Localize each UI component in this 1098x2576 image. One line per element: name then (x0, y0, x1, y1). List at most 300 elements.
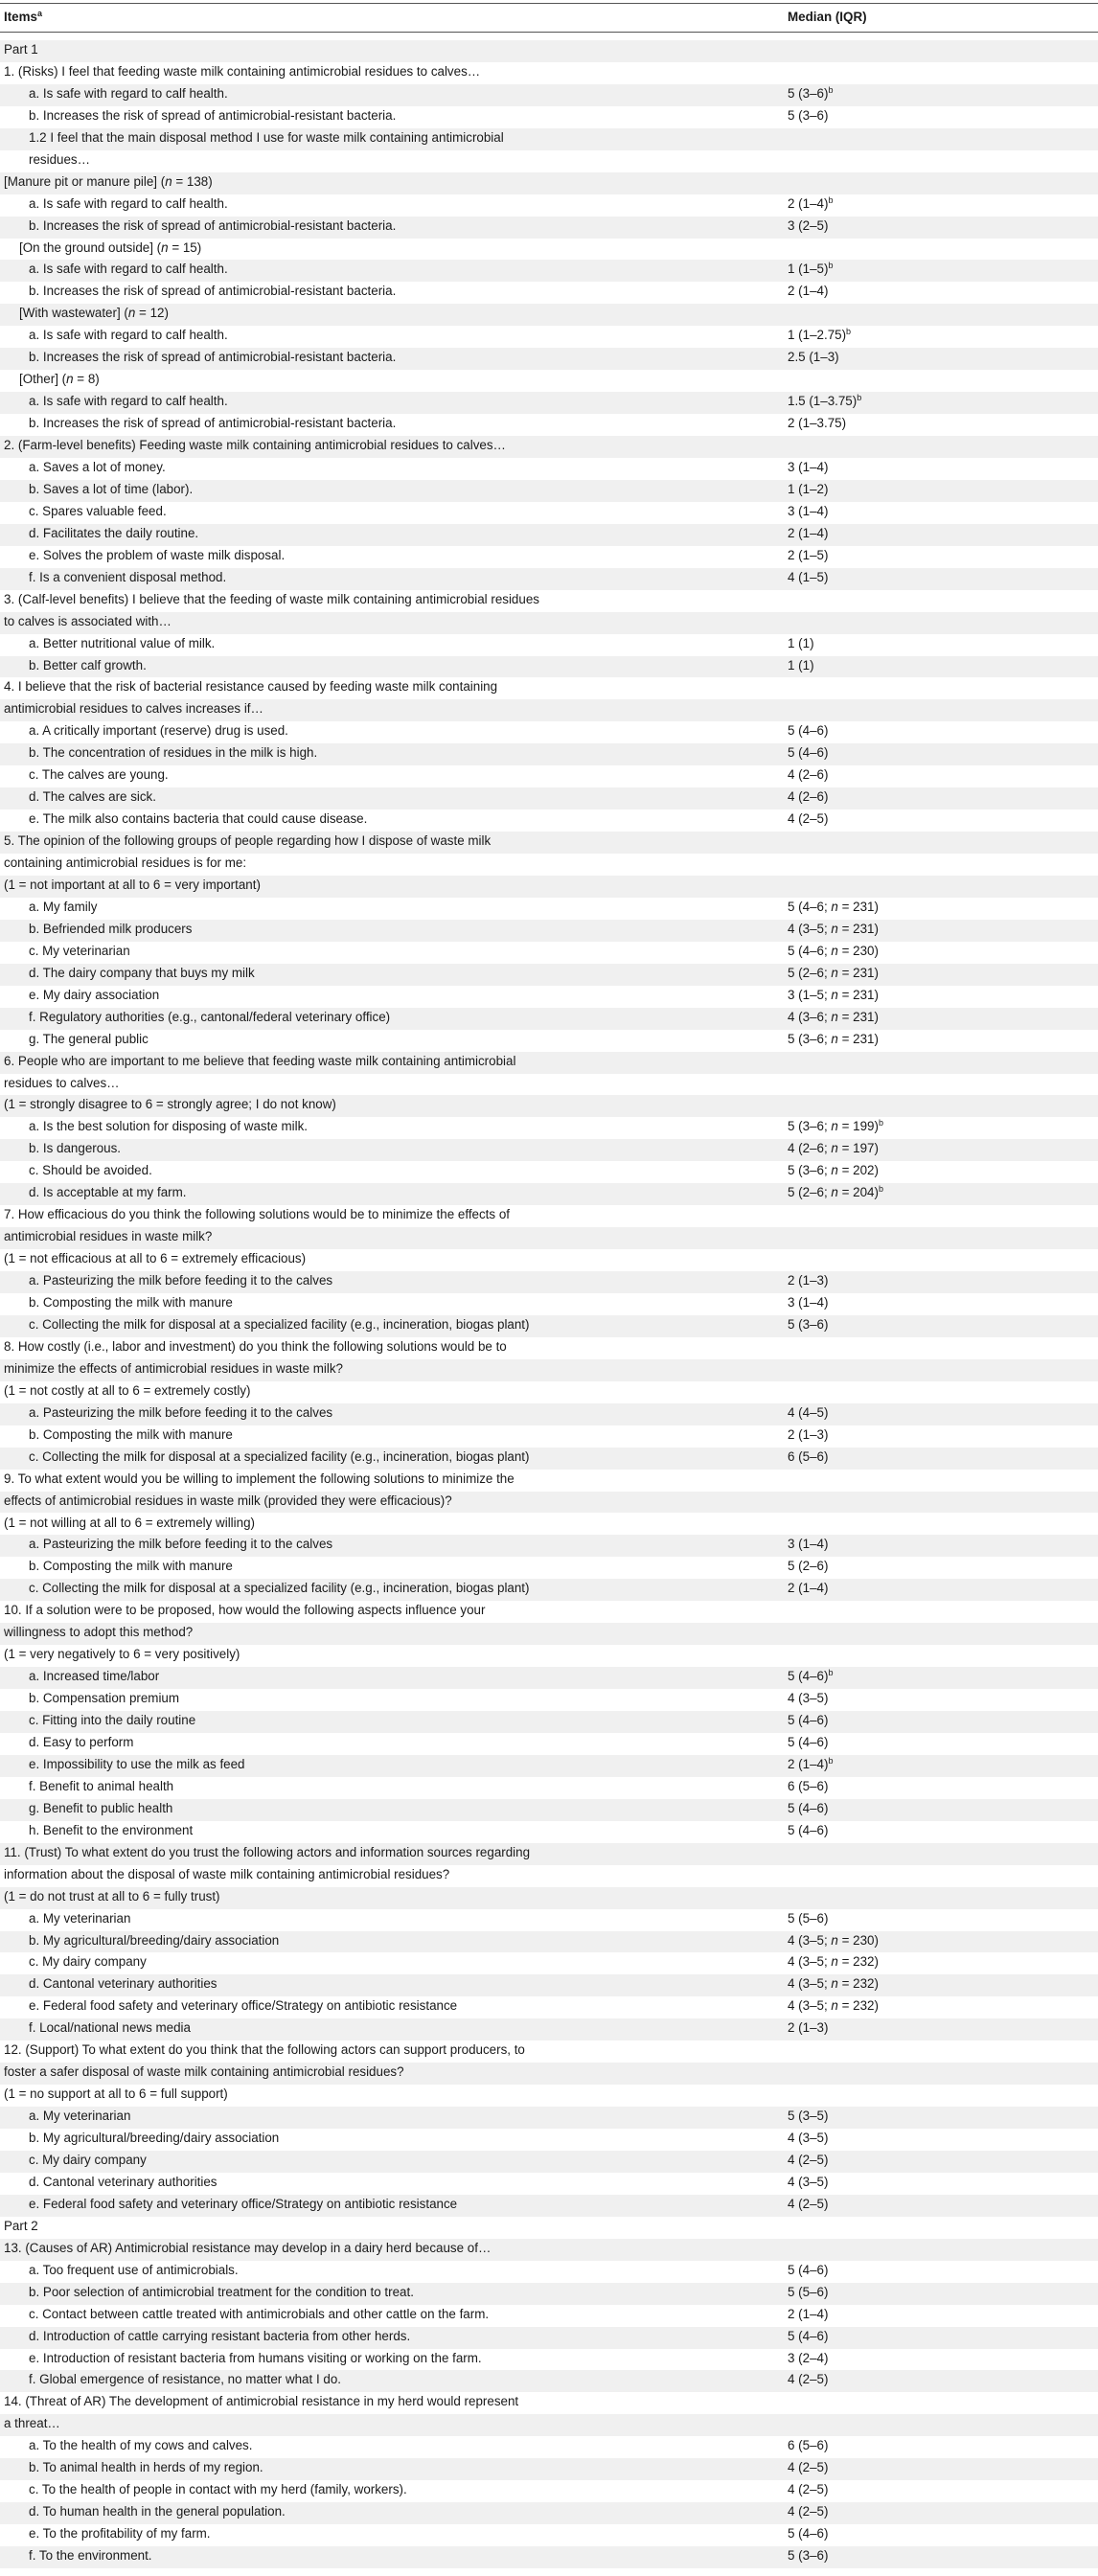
item-text-main: a. My family (29, 899, 98, 914)
table-row (0, 2458, 1098, 2480)
item-text-main: b. Composting the milk with manure (29, 1426, 233, 1442)
item-text (29, 1315, 530, 1334)
median-iqr-main: 2 (1–3) (788, 1273, 829, 1288)
item-text (29, 920, 192, 939)
table-row (0, 2173, 1098, 2195)
item-text (29, 1711, 195, 1730)
table-row (0, 1821, 1098, 1843)
item-text-main: (1 = no support at all to 6 = full support) (4, 2086, 228, 2102)
median-iqr-value (788, 348, 839, 367)
footnote-marker: b (878, 1118, 883, 1128)
median-iqr-main: 5 (4–6) (788, 2328, 829, 2343)
item-text-main: b. The concentration of residues in the milk is high. (29, 745, 318, 761)
median-iqr-value (788, 260, 833, 279)
table-row (0, 1777, 1098, 1799)
item-text-main: b. Composting the milk with manure (29, 1559, 233, 1574)
table-row (0, 62, 1098, 84)
median-iqr-value (788, 1755, 833, 1774)
value-sample-size: = 230) (837, 1932, 879, 1948)
table-row (0, 1755, 1098, 1777)
item-text-main: a. My veterinarian (29, 1910, 131, 1926)
median-iqr-main: 5 (3–6) (788, 85, 829, 101)
value-sample-size-variable: n (831, 1932, 838, 1948)
value-sample-size-variable: n (831, 1185, 838, 1200)
item-text-main: foster a safer disposal of waste milk containing antimicrobial residues? (4, 2064, 404, 2080)
item-text-main: b. Compensation premium (29, 1691, 180, 1706)
item-text (29, 2327, 410, 2346)
median-iqr-main: 3 (2–5) (788, 217, 829, 233)
median-iqr-value (788, 2480, 828, 2499)
item-text (29, 1755, 245, 1774)
median-iqr-value (788, 1777, 828, 1796)
table-row (0, 106, 1098, 128)
item-text (29, 414, 396, 433)
median-iqr-value (788, 2018, 828, 2038)
question-text (4, 1601, 485, 1620)
table-row (0, 84, 1098, 106)
header-items: Items$^a$ (4, 9, 42, 24)
median-iqr-main: 3 (1–4) (788, 1295, 829, 1311)
table-row (0, 2085, 1098, 2107)
item-text-main: d. To human health in the general population. (29, 2504, 286, 2519)
median-iqr-value (788, 2305, 828, 2324)
item-text (29, 282, 396, 301)
item-text (29, 634, 215, 653)
median-iqr-main: 5 (4–6) (788, 1713, 829, 1728)
item-text-main: d. Easy to perform (29, 1734, 134, 1749)
footnote-marker: b (846, 327, 852, 337)
item-text-main: b. Increases the risk of spread of antimicrobial-resistant bacteria. (29, 416, 397, 431)
table-row (0, 1535, 1098, 1557)
table-row (0, 1733, 1098, 1755)
median-iqr-value (788, 1733, 828, 1752)
item-text-main: c. Collecting the milk for disposal at a specialized facility (e.g., incineration, biogas plant) (29, 1316, 530, 1332)
table-row (0, 40, 1098, 62)
table-row (0, 2392, 1098, 2414)
item-text (29, 1008, 390, 1027)
median-iqr-value (788, 1448, 828, 1467)
question-text (4, 1359, 343, 1379)
footnote-marker: b (828, 194, 834, 205)
table-row (0, 480, 1098, 502)
table-row (0, 502, 1098, 524)
median-iqr-main: 4 (3–5) (788, 1691, 829, 1706)
question-text (4, 1645, 240, 1664)
item-text (29, 1974, 217, 1994)
table-row (0, 1492, 1098, 1514)
question-text (4, 612, 172, 631)
table-row (0, 2129, 1098, 2151)
item-text-main: 5. The opinion of the following groups of people regarding how I dispose of waste milk (4, 833, 492, 849)
median-iqr-main: 1 (1) (788, 635, 814, 650)
median-iqr-main: 4 (2–5) (788, 2196, 829, 2211)
median-iqr-value (788, 1952, 879, 1972)
table-row (0, 656, 1098, 678)
table-row (0, 765, 1098, 787)
item-text-main: a. Pasteurizing the milk before feeding it to the calves (29, 1404, 333, 1420)
median-iqr-value (788, 282, 828, 301)
item-text-main: c. Should be avoided. (29, 1163, 152, 1178)
table-row (0, 150, 1098, 172)
median-iqr-value (788, 2502, 828, 2521)
section-label (4, 40, 38, 59)
item-text-main: a threat… (4, 2416, 60, 2431)
median-iqr-value (788, 1711, 828, 1730)
item-text-main: b. Increases the risk of spread of antimicrobial-resistant bacteria. (29, 217, 397, 233)
median-iqr-main: 6 (5–6) (788, 2438, 829, 2453)
median-iqr-main: 2 (1–4) (788, 1581, 829, 1596)
question-text (4, 1514, 255, 1533)
value-sample-size: = 232) (837, 1954, 879, 1970)
item-text (29, 2480, 407, 2499)
item-text-main: c. My veterinarian (29, 943, 130, 958)
question-text (4, 1623, 193, 1642)
median-iqr-main: 5 (4–6) (788, 2262, 829, 2277)
median-iqr-main: 1.5 (1–3.75) (788, 394, 858, 409)
table-row (0, 1865, 1098, 1887)
table-row (0, 326, 1098, 348)
question-text (4, 832, 491, 851)
table-row (0, 1952, 1098, 1974)
table-row (0, 436, 1098, 458)
table-row (0, 2546, 1098, 2568)
table-row (0, 1337, 1098, 1359)
item-text-main: Part 2 (4, 2218, 38, 2233)
median-iqr-main: 5 (4–6; (788, 943, 832, 958)
table-row (0, 2217, 1098, 2239)
item-text-main: b. Poor selection of antimicrobial treatment for the condition to treat. (29, 2284, 414, 2299)
median-iqr-value (788, 2129, 828, 2148)
item-text-main: a. Better nutritional value of milk. (29, 635, 216, 650)
item-text (29, 1733, 133, 1752)
median-iqr-main: 2.5 (1–3) (788, 350, 839, 365)
item-text-main: minimize the effects of antimicrobial residues in waste milk? (4, 1360, 344, 1376)
item-text-main: a. Is safe with regard to calf health. (29, 394, 228, 409)
question-text (4, 1337, 507, 1356)
table-row (0, 1711, 1098, 1733)
item-text-main: f. Local/national news media (29, 2020, 191, 2036)
median-iqr-main: 3 (1–4) (788, 503, 829, 518)
table-row (0, 1117, 1098, 1139)
value-sample-size-variable: n (831, 899, 838, 914)
item-text-main: (1 = do not trust at all to 6 = fully trust) (4, 1888, 220, 1904)
item-text-main: a. Saves a lot of money. (29, 460, 166, 474)
item-text-main: (1 = not important at all to 6 = very important) (4, 878, 261, 893)
item-text (29, 1183, 186, 1202)
table-row (0, 2018, 1098, 2040)
median-iqr-value (788, 84, 833, 103)
median-iqr-value (788, 1821, 828, 1840)
table-row (0, 854, 1098, 876)
median-iqr-main: 4 (2–6) (788, 767, 829, 783)
item-text-main: f. Benefit to animal health (29, 1778, 174, 1793)
table-row (0, 239, 1098, 261)
table-row (0, 2151, 1098, 2173)
median-iqr-main: 5 (3–6; (788, 1031, 832, 1046)
item-text (29, 1996, 457, 2016)
question-text (4, 1381, 251, 1401)
table-row (0, 1161, 1098, 1183)
value-sample-size-variable: n (831, 1031, 838, 1046)
item-text (29, 898, 97, 917)
value-sample-size: = 231) (837, 921, 879, 936)
table-row (0, 128, 1098, 150)
value-sample-size: = 231) (837, 899, 879, 914)
question-text (4, 677, 497, 696)
median-iqr-value (788, 2195, 828, 2214)
item-text (29, 260, 228, 279)
table-row (0, 1315, 1098, 1337)
item-text-main: c. Collecting the milk for disposal at a specialized facility (e.g., incineration, biogas plant) (29, 1448, 530, 1464)
table-row (0, 524, 1098, 546)
median-iqr-main: 1 (1–2.75) (788, 328, 847, 343)
median-iqr-main: 4 (2–5) (788, 811, 829, 827)
item-text-main: a. Is safe with regard to calf health. (29, 262, 228, 277)
table-row (0, 172, 1098, 194)
table-row (0, 370, 1098, 392)
table-row (0, 217, 1098, 239)
table-row (0, 1909, 1098, 1931)
median-iqr-value (788, 546, 828, 565)
item-text-main: f. Global emergence of resistance, no matter what I do. (29, 2372, 342, 2387)
item-text (29, 1952, 147, 1972)
item-text-main: d. Introduction of cattle carrying resistant bacteria from other herds. (29, 2328, 411, 2343)
table-row (0, 1557, 1098, 1579)
value-sample-size-variable: n (831, 921, 838, 936)
item-text-main: c. Collecting the milk for disposal at a specialized facility (e.g., incineration, biogas plant) (29, 1581, 530, 1596)
item-text-main: c. My dairy company (29, 1954, 147, 1970)
median-iqr-main: 1 (1) (788, 657, 814, 672)
table-row (0, 1996, 1098, 2018)
item-text-main: c. Contact between cattle treated with antimicrobials and other cattle on the farm. (29, 2306, 490, 2321)
table-row (0, 920, 1098, 942)
item-text (29, 194, 228, 214)
item-text (29, 128, 504, 148)
item-text (29, 1403, 332, 1423)
item-text (29, 1909, 130, 1928)
item-text-main: 2. (Farm-level benefits) Feeding waste milk containing antimicrobial residues to calves… (4, 438, 506, 453)
median-iqr-main: 5 (2–6) (788, 1559, 829, 1574)
table-row (0, 942, 1098, 964)
median-iqr-main: 5 (4–6) (788, 1734, 829, 1749)
value-sample-size: = 232) (837, 1976, 879, 1992)
item-text-main: d. Is acceptable at my farm. (29, 1185, 187, 1200)
value-sample-size-variable: n (831, 1163, 838, 1178)
median-iqr-value (788, 809, 828, 829)
value-sample-size: = 231) (837, 1031, 879, 1046)
median-iqr-main: 2 (1–3) (788, 2020, 829, 2036)
median-iqr-value (788, 1293, 828, 1312)
median-iqr-main: 5 (3–6; (788, 1119, 832, 1134)
question-text (4, 1095, 336, 1114)
value-sample-size: = 231) (837, 1009, 879, 1024)
item-text-main: b. Increases the risk of spread of antimicrobial-resistant bacteria. (29, 350, 397, 365)
item-text (29, 502, 167, 521)
table-row (0, 1008, 1098, 1030)
median-iqr-value (788, 656, 814, 675)
median-iqr-main: 2 (1–4) (788, 284, 829, 299)
item-text-main: d. Cantonal veterinary authorities (29, 1976, 217, 1992)
item-text-main: to calves is associated with… (4, 613, 172, 628)
sample-size-variable: n (161, 239, 169, 255)
item-text-main: antimicrobial residues in waste milk? (4, 1229, 213, 1244)
median-iqr-main: 3 (1–4) (788, 460, 829, 474)
table-row (0, 1579, 1098, 1601)
median-iqr-value (788, 1271, 828, 1290)
item-text-main: b. My agricultural/breeding/dairy association (29, 2131, 280, 2146)
item-text-main: d. The calves are sick. (29, 789, 156, 805)
item-text-main: willingness to adopt this method? (4, 1625, 194, 1640)
question-text (4, 1205, 510, 1224)
table-row (0, 414, 1098, 436)
table-row (0, 2480, 1098, 2502)
item-text-main: d. Cantonal veterinary authorities (29, 2174, 217, 2189)
median-iqr-value (788, 721, 828, 741)
item-text (29, 546, 285, 565)
item-text (29, 2502, 286, 2521)
table-row (0, 2305, 1098, 2327)
median-iqr-main: 2 (1–4) (788, 1756, 829, 1771)
value-sample-size-variable: n (831, 1998, 838, 2014)
header-items-footnote: a (36, 9, 42, 18)
table-row (0, 898, 1098, 920)
median-iqr-value (788, 1579, 828, 1598)
item-text (29, 721, 288, 741)
median-iqr-main: 5 (4–6) (788, 2526, 829, 2542)
median-iqr-main: 5 (3–6) (788, 107, 829, 123)
item-text-main: [Other] ( (19, 372, 67, 387)
median-iqr-value (788, 634, 814, 653)
item-text-main: e. My dairy association (29, 987, 160, 1002)
question-text (4, 1492, 452, 1511)
item-text (29, 106, 396, 125)
footnote-marker: b (828, 1668, 834, 1678)
item-text (29, 1821, 193, 1840)
item-text (29, 743, 317, 763)
item-text-main: 12. (Support) To what extent do you think that the following actors can support producers, to (4, 2042, 525, 2058)
item-text (29, 2261, 239, 2280)
footnote-marker: b (857, 393, 862, 403)
item-text-main: residues to calves… (4, 1075, 120, 1090)
item-text-main: 11. (Trust) To what extent do you trust the following actors and information sources regarding (4, 1844, 531, 1859)
table-row (0, 194, 1098, 217)
median-iqr-main: 6 (5–6) (788, 1448, 829, 1464)
item-text-main: b. Better calf growth. (29, 657, 147, 672)
table-row (0, 986, 1098, 1008)
value-sample-size-variable: n (831, 965, 838, 980)
item-text (29, 217, 396, 236)
item-text (29, 326, 228, 345)
item-text-main: c. Spares valuable feed. (29, 503, 167, 518)
table-row (0, 590, 1098, 612)
median-iqr-value (788, 1799, 828, 1818)
item-text (19, 304, 169, 323)
item-text-main: containing antimicrobial residues is for me: (4, 855, 247, 871)
item-text (29, 2349, 482, 2368)
table-row (0, 1074, 1098, 1096)
item-text (29, 2018, 191, 2038)
table-row (0, 2502, 1098, 2524)
median-iqr-value (788, 1117, 883, 1136)
question-text (4, 854, 246, 873)
table-row (0, 1601, 1098, 1623)
median-iqr-main: 4 (3–5; (788, 921, 832, 936)
question-text (4, 1843, 530, 1862)
table-row (0, 1249, 1098, 1271)
median-iqr-main: 2 (1–5) (788, 547, 829, 562)
item-text (29, 1931, 279, 1950)
table-row (0, 1623, 1098, 1645)
median-iqr-main: 5 (3–5) (788, 2109, 829, 2124)
question-text (4, 436, 506, 455)
table-row (0, 2283, 1098, 2305)
value-sample-size: = 231) (837, 987, 879, 1002)
table-row (0, 1052, 1098, 1074)
median-iqr-value (788, 1667, 833, 1686)
table-row (0, 1381, 1098, 1403)
table-row (0, 1514, 1098, 1536)
item-text-main: e. Introduction of resistant bacteria from humans visiting or working on the farm. (29, 2350, 482, 2365)
median-iqr-value (788, 743, 828, 763)
item-text (29, 2370, 341, 2389)
sample-size-value: = 8) (73, 372, 100, 387)
item-text-main: (1 = not willing at all to 6 = extremely willing) (4, 1515, 255, 1530)
item-text-main: f. To the environment. (29, 2548, 152, 2564)
median-iqr-main: 5 (3–6; (788, 1163, 832, 1178)
question-text (4, 590, 539, 609)
item-text (29, 809, 367, 829)
median-iqr-main: 2 (1–4) (788, 195, 829, 211)
table-row (0, 348, 1098, 370)
item-text (29, 2129, 279, 2148)
median-iqr-main: 3 (1–4) (788, 1537, 829, 1552)
table-row (0, 832, 1098, 854)
item-text-main: a. Too frequent use of antimicrobials. (29, 2262, 239, 2277)
table-row (0, 1667, 1098, 1689)
table-row (0, 1843, 1098, 1865)
median-iqr-value (788, 1161, 879, 1180)
median-iqr-main: 4 (3–5; (788, 1976, 832, 1992)
item-text-main: b. Increases the risk of spread of antimicrobial-resistant bacteria. (29, 107, 397, 123)
median-iqr-main: 4 (4–5) (788, 1404, 829, 1420)
median-iqr-value (788, 1996, 879, 2016)
median-iqr-value (788, 392, 861, 411)
table-row (0, 787, 1098, 809)
item-text-main: 1.2 I feel that the main disposal method I use for waste milk containing antimicrobial (29, 129, 504, 145)
item-text-main: (1 = strongly disagree to 6 = strongly agree; I do not know) (4, 1097, 336, 1112)
median-iqr-value (788, 942, 879, 961)
question-text (4, 876, 261, 895)
question-text (4, 2040, 525, 2060)
item-text-main: a. Is safe with regard to calf health. (29, 328, 228, 343)
question-text (4, 1865, 449, 1884)
item-text-main: d. The dairy company that buys my milk (29, 965, 255, 980)
item-text-main: (1 = very negatively to 6 = very positively) (4, 1647, 240, 1662)
item-text (29, 1667, 159, 1686)
item-text (29, 480, 193, 499)
value-sample-size: = 231) (837, 965, 879, 980)
table-row (0, 1931, 1098, 1953)
table-row (0, 1183, 1098, 1205)
item-text-main: information about the disposal of waste milk containing antimicrobial residues? (4, 1866, 450, 1881)
item-text-main: e. The milk also contains bacteria that could cause disease. (29, 811, 368, 827)
value-sample-size-variable: n (831, 1954, 838, 1970)
item-text (29, 1448, 530, 1467)
median-iqr-main: 2 (1–3) (788, 1426, 829, 1442)
table-row (0, 1974, 1098, 1996)
item-text-main: b. My agricultural/breeding/dairy association (29, 1932, 280, 1948)
median-iqr-value (788, 326, 851, 345)
